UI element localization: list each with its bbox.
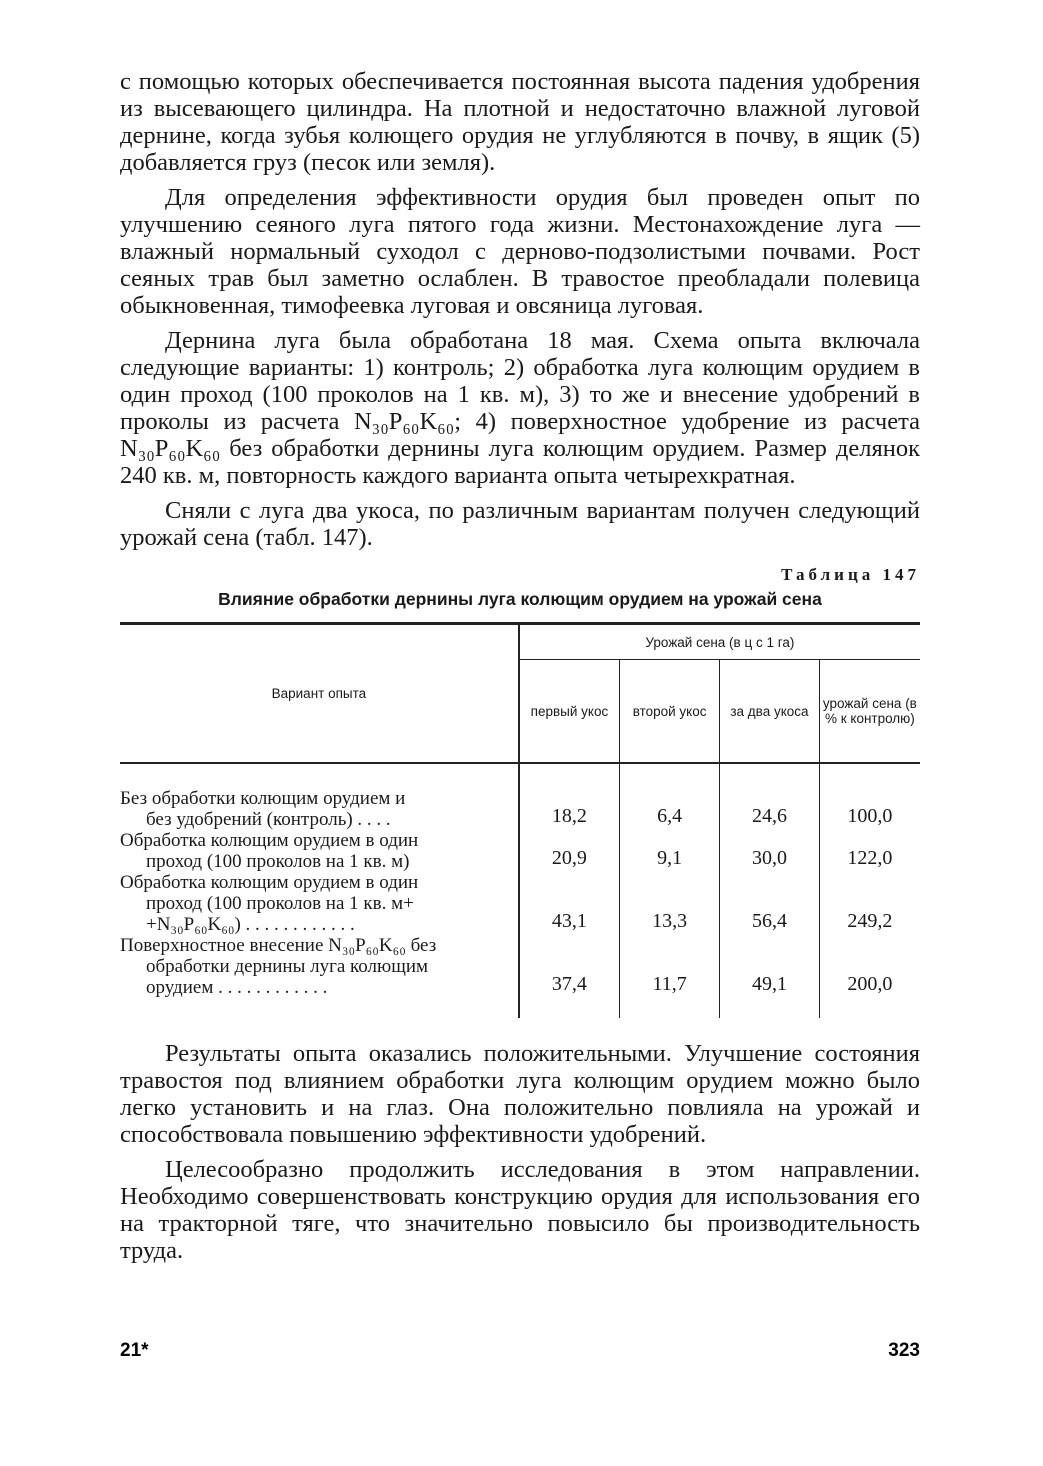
header-first-cut: первый укос	[519, 660, 620, 764]
row-label-line: обработки дернины луга колющим	[146, 956, 429, 977]
conclusion-1: Результаты опыта оказались положительными. Улучшение состояния травостоя под влиянием обработки луга колющим орудием можно было легко установить и на глаз. Она положительно повлияла на урожай и способствовала повышению эффективности удобрений.	[120, 1040, 920, 1148]
cell-first: 20,9	[519, 830, 620, 872]
row-label-line: проход (100 проколов на 1 кв. м+	[146, 893, 414, 914]
page-body	[120, 68, 920, 1272]
row-label-line: Обработка колющим орудием в один	[120, 830, 419, 851]
cell-total: 30,0	[720, 830, 820, 872]
table-caption: Влияние обработки дернины луга колющим орудием на урожай сена	[218, 589, 822, 609]
cell-first: 43,1	[519, 872, 620, 935]
cell-first: 18,2	[519, 788, 620, 830]
header-group: Урожай сена (в ц с 1 га)	[519, 624, 920, 660]
row-label-line: без удобрений (контроль) . . . .	[146, 809, 391, 830]
paragraph-2: Для определения эффективности орудия был проведен опыт по улучшению сеяного луга пятого года жизни. Местонахождение луга — влажный нормальный суходол с дерново-подзолистыми почвами. Рост сеяных трав был заметно ослаблен. В травостое преобладали полевица обыкновенная, тимофеевка луговая и овсяница луговая.	[120, 184, 920, 319]
cell-percent: 200,0	[847, 973, 893, 995]
table-row	[120, 830, 920, 872]
yield-table	[120, 622, 920, 1018]
table-row	[120, 872, 920, 935]
cell-percent: 122,0	[847, 847, 893, 869]
row-label-line: орудием . . . . . . . . . . . .	[146, 977, 328, 998]
cell-second: 11,7	[620, 935, 720, 998]
header-total: за два укоса	[720, 660, 820, 764]
paragraph-1: с помощью которых обеспечивается постоянная высота падения удобрения из высевающего цилиндра. На плотной и недостаточно влажной луговой дернине, когда зубья колющего орудия не углубляются в почву, в ящик (5) добавляется груз (песок или земля).	[120, 68, 920, 176]
cell-total: 56,4	[720, 872, 820, 935]
cell-total: 24,6	[720, 788, 820, 830]
conclusion-2: Целесообразно продолжить исследования в этом направлении. Необходимо совершенствовать конструкцию орудия для использования его на тракторной тяге, что значительно повысило бы производительность труда.	[120, 1156, 920, 1264]
cell-second: 9,1	[620, 830, 720, 872]
row-label-line: Без обработки колющим орудием и	[120, 788, 406, 809]
paragraph-4: Сняли с луга два укоса, по различным вариантам получен следующий урожай сена (табл. 147).	[120, 497, 920, 551]
table-row	[120, 788, 920, 830]
row-label-line: +N₃₀P₆₀K₆₀) . . . . . . . . . . . .	[146, 914, 355, 935]
paragraph-3: Дернина луга была обработана 18 мая. Схема опыта включала следующие варианты: 1) контроль; 2) обработка луга колющим орудием в один проход (100 проколов на 1 кв. м), 3) то же и внесение удобрений в проколы из расчета N₃₀P₆₀K₆₀; 4) поверхностное удобрение из расчета N₃₀P₆₀K₆₀ без обработки дернины луга колющим орудием. Размер делянок 240 кв. м, повторность каждого варианта опыта четырехкратная.	[120, 327, 920, 489]
cell-second: 6,4	[620, 788, 720, 830]
row-label-line: Обработка колющим орудием в один	[120, 872, 419, 893]
cell-percent: 100,0	[847, 805, 893, 827]
header-percent: урожай сена (в % к контролю)	[819, 660, 920, 764]
cell-first: 37,4	[519, 935, 620, 998]
header-second-cut: второй укос	[620, 660, 720, 764]
page-number: 323	[888, 1340, 920, 1361]
signature-mark: 21*	[120, 1340, 149, 1361]
cell-second: 13,3	[620, 872, 720, 935]
cell-percent: 249,2	[847, 910, 893, 932]
table-number: Таблица 147	[781, 565, 920, 584]
row-label-line: Поверхностное внесение N₃₀P₆₀K₆₀ без	[120, 935, 437, 956]
table-row	[120, 935, 920, 998]
row-label-line: проход (100 проколов на 1 кв. м)	[146, 851, 410, 872]
header-variant: Вариант опыта	[120, 624, 519, 764]
cell-total: 49,1	[720, 935, 820, 998]
